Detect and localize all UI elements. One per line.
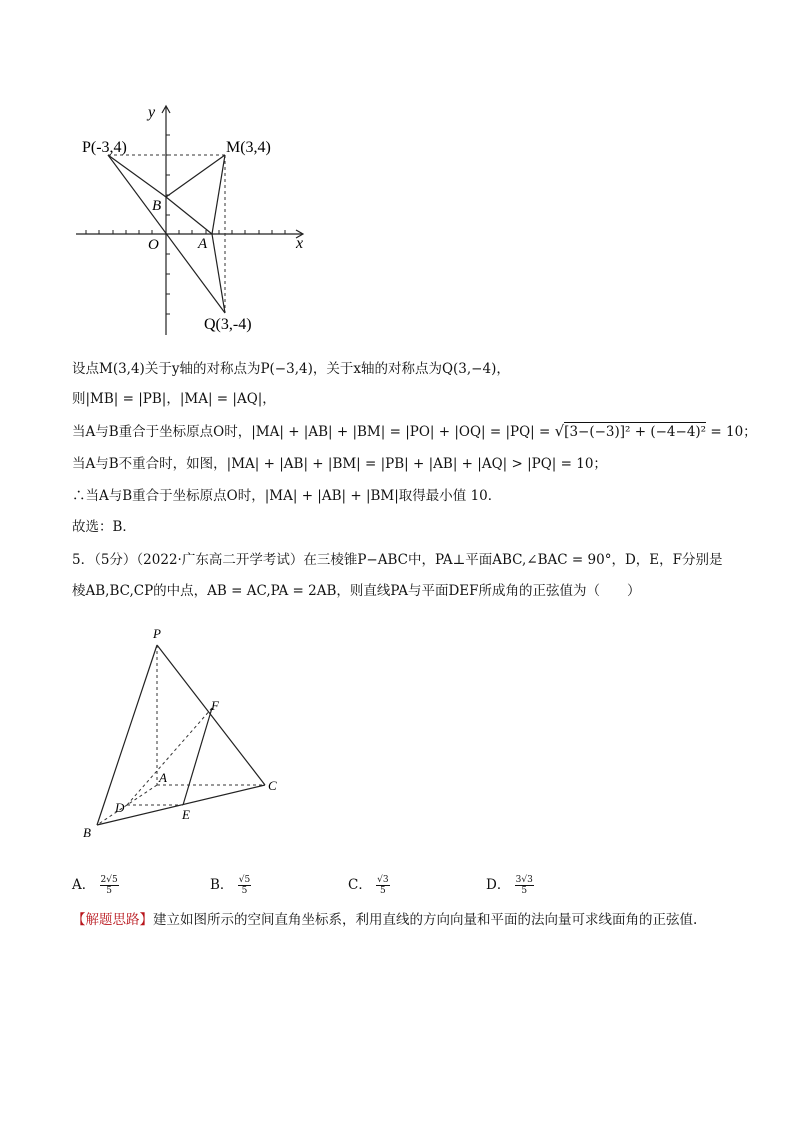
option-b-numerator: √5 — [238, 875, 251, 885]
option-b-fraction — [238, 875, 251, 896]
option-a-denominator: 5 — [106, 886, 112, 896]
vertex-a-label: A — [159, 770, 167, 785]
option-c-numerator: √3 — [377, 875, 389, 885]
solution-line-2 — [72, 387, 276, 407]
option-c-denominator: 5 — [380, 886, 386, 896]
y-axis-label: y — [148, 104, 156, 121]
x-axis-label: x — [296, 235, 304, 252]
option-d-numerator: 3√3 — [515, 875, 533, 885]
solution-line-4 — [72, 452, 607, 472]
option-a-numerator: 2√5 — [100, 875, 118, 885]
solution-text-4: 当A与B不重合时，如图，|MA| + |AB| + |BM| = |PB| + |AB| + |AQ| > |PQ| = 10； — [72, 456, 607, 472]
option-b[interactable] — [210, 873, 251, 896]
vertex-b-label: B — [83, 825, 91, 840]
point-p-label: P(-3,4) — [82, 139, 127, 156]
option-b-denominator: 5 — [241, 886, 248, 896]
option-c-fraction — [376, 875, 389, 896]
vertex-d-label: D — [115, 800, 125, 815]
hint-tag: 【解题思路】 — [72, 912, 153, 928]
vertex-e-label: E — [182, 807, 190, 822]
option-b-letter: B． — [210, 877, 234, 893]
solution-text-3a: 当A与B重合于坐标原点O时，|MA| + |AB| + |BM| = |PO| + |OQ| = |PQ| = — [72, 424, 555, 440]
solution-line-1 — [72, 357, 510, 377]
origin-label: O — [148, 237, 159, 253]
vertex-c-label: C — [268, 778, 277, 793]
point-a-label: A — [198, 236, 208, 252]
question-5-line-2 — [72, 579, 641, 599]
solution-line-5 — [72, 484, 501, 504]
option-a[interactable] — [72, 873, 119, 896]
solution-text-1: 设点M(3,4)关于y轴的对称点为P(−3,4)，关于x轴的对称点为Q(3,−4)， — [72, 361, 510, 377]
option-a-letter: A． — [72, 877, 96, 893]
solution-text-3c: = 10； — [706, 424, 757, 440]
tetrahedron-diagram — [75, 620, 295, 845]
option-c-letter: C． — [348, 877, 372, 893]
hint-line — [72, 908, 697, 928]
option-d-fraction — [515, 875, 534, 896]
vertex-p-label: P — [153, 626, 161, 641]
question-5-text-2: 棱AB,BC,CP的中点，AB = AC,PA = 2AB，则直线PA与平面DEF所成角的正弦值为（ ） — [72, 583, 641, 599]
point-q-label: Q(3,-4) — [204, 316, 252, 333]
sqrt-sign: √ — [554, 422, 565, 440]
answer-text: 故选：B． — [72, 519, 136, 535]
question-5-line-1 — [72, 548, 723, 568]
sqrt-radicand: [3−(−3)]² + (−4−4)² — [564, 424, 707, 440]
option-d[interactable] — [486, 873, 534, 896]
option-d-letter: D． — [486, 877, 511, 893]
question-5-text-1: 5．（5分）（2022·广东高二开学考试）在三棱锥P−ABC中，PA⊥平面ABC,∠BAC = 90°，D，E，F分别是 — [72, 552, 723, 568]
solution-text-5: ∴当A与B重合于坐标原点O时，|MA| + |AB| + |BM|取得最小值 10． — [72, 488, 502, 504]
point-m-label: M(3,4) — [226, 139, 271, 156]
vertex-f-label: F — [211, 698, 219, 713]
coordinate-graph — [70, 95, 320, 345]
solution-line-3 — [72, 420, 757, 440]
point-b-label: B — [152, 198, 162, 214]
option-d-denominator: 5 — [521, 886, 528, 896]
solution-text-2: 则|MB| = |PB|，|MA| = |AQ|， — [72, 391, 276, 407]
hint-text: 建立如图所示的空间直角坐标系，利用直线的方向向量和平面的法向量可求线面角的正弦值. — [153, 912, 698, 928]
option-c[interactable] — [348, 873, 390, 896]
option-a-fraction — [100, 875, 119, 896]
answer-line — [72, 515, 136, 535]
